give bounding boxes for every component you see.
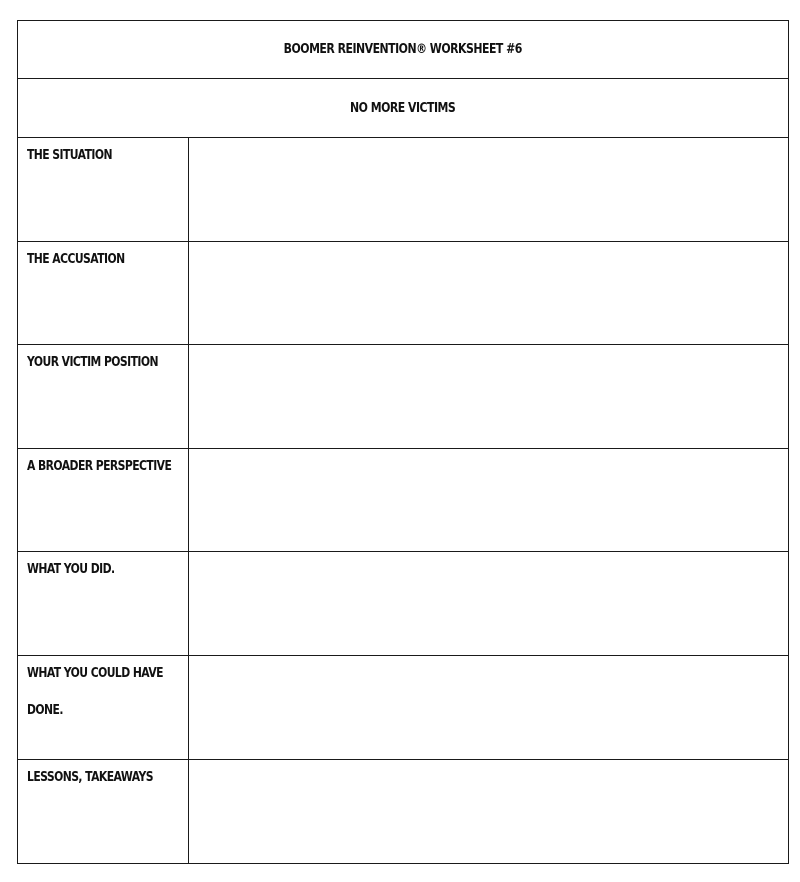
answer-field-could-have-done[interactable] [189, 656, 788, 759]
row-label-cell [18, 242, 189, 345]
row-label-victim-position: YOUR VICTIM POSITION [27, 354, 158, 371]
row-label-situation: THE SITUATION [27, 147, 112, 163]
answer-field-accusation[interactable] [189, 242, 788, 345]
row-label-accusation: THE ACCUSATION [27, 250, 125, 267]
row-label-cell [18, 345, 189, 448]
worksheet-subtitle: NO MORE VICTIMS [350, 100, 456, 116]
worksheet-title: BOOMER REINVENTION® WORKSHEET #6 [283, 42, 523, 57]
row-label-what-you-did: WHAT YOU DID. [27, 561, 115, 578]
row-label-cell [18, 138, 189, 241]
answer-field-what-you-did[interactable] [189, 552, 788, 655]
row-label-cell [18, 449, 189, 552]
row-label-lessons: LESSONS, TAKEAWAYS [27, 768, 153, 785]
table-row-lessons [18, 760, 788, 864]
row-label-broader-perspective: A BROADER PERSPECTIVE [27, 457, 172, 474]
worksheet-title-row [18, 21, 788, 79]
table-row-victim-position [18, 345, 788, 449]
worksheet-rows [18, 138, 788, 863]
table-row-broader-perspective [18, 449, 788, 553]
answer-field-situation[interactable] [189, 138, 788, 241]
answer-field-lessons[interactable] [189, 760, 788, 864]
answer-field-broader-perspective[interactable] [189, 449, 788, 552]
table-row-accusation [18, 242, 788, 346]
row-label-could-have-done: WHAT YOU COULD HAVE DONE. [27, 664, 163, 718]
table-row-what-you-did [18, 552, 788, 656]
worksheet-subtitle-row [18, 79, 788, 138]
row-label-cell [18, 760, 189, 864]
table-row-situation [18, 138, 788, 242]
worksheet-table [17, 20, 789, 864]
table-row-could-have-done [18, 656, 788, 760]
row-label-cell [18, 552, 189, 655]
row-label-cell [18, 656, 189, 759]
answer-field-victim-position[interactable] [189, 345, 788, 448]
